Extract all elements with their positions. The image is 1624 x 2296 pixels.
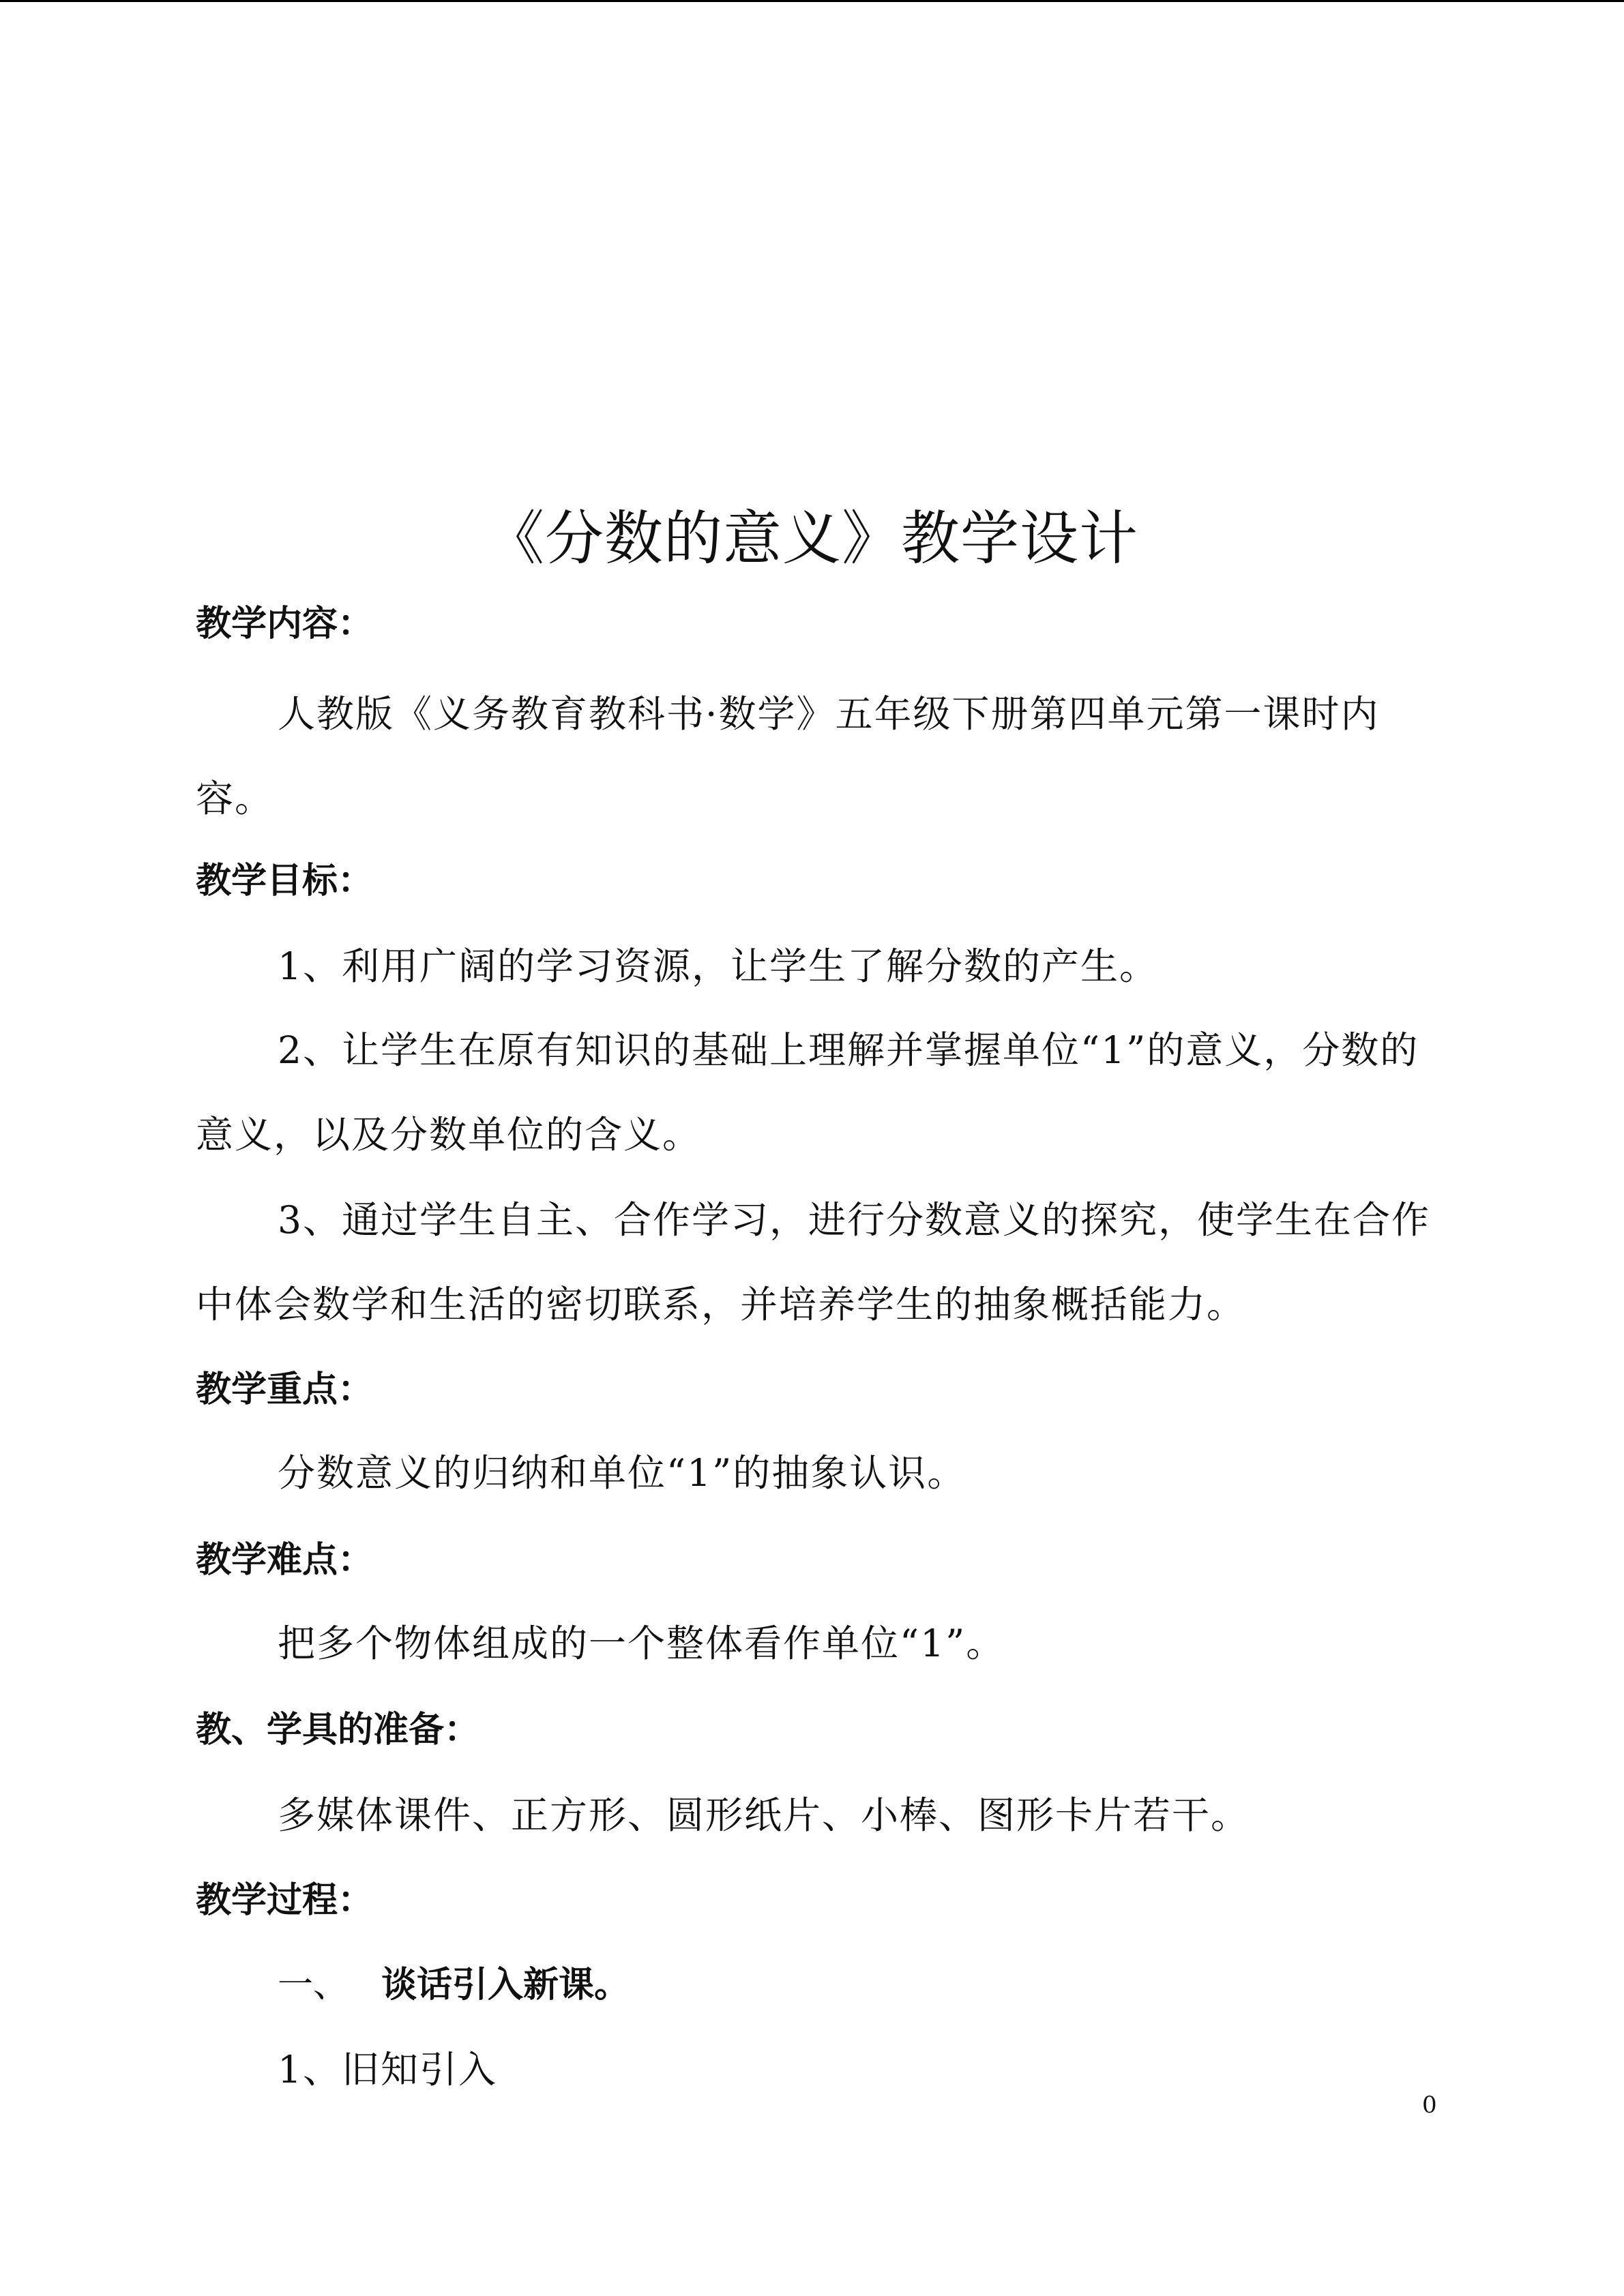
process-section-title: 谈话引入新课。 (381, 1965, 630, 2006)
paragraph-teaching-content: 人教版《义务教育教科书·数学》五年级下册第四单元第一课时内容。 (196, 692, 1380, 820)
process-item-1: 1、旧知引入 (278, 2048, 497, 2091)
process-section-number: 一、 (278, 1965, 349, 2006)
heading-teaching-content: 教学内容： (196, 603, 374, 644)
objective-item-1: 1、利用广阔的学习资源，让学生了解分数的产生。 (278, 944, 1158, 988)
process-section-heading (278, 1961, 630, 2009)
objective-item-2: 2、让学生在原有知识的基础上理解并掌握单位“1”的意义，分数的意义，以及分数单位的含义。 (196, 1028, 1419, 1157)
heading-teaching-process: 教学过程： (196, 1880, 374, 1921)
document-title: 《分数的意义》教学设计 (486, 505, 1138, 573)
page-number: 0 (1422, 2091, 1437, 2119)
heading-difficulties: 教学难点： (196, 1540, 374, 1581)
heading-key-points: 教学重点： (196, 1369, 374, 1410)
difficulties-text: 把多个物体组成的一个整体看作单位“1”。 (278, 1622, 1005, 1665)
heading-teaching-objectives: 教学目标： (196, 861, 374, 901)
heading-materials: 教、学具的准备： (196, 1710, 480, 1750)
materials-text: 多媒体课件、正方形、圆形纸片、小棒、图形卡片若干。 (278, 1793, 1250, 1837)
key-points-text: 分数意义的归纳和单位“1”的抽象认识。 (278, 1451, 966, 1495)
objective-item-3: 3、通过学生自主、合作学习，进行分数意义的探究，使学生在合作中体会数学和生活的密切联系，并培养学生的抽象概括能力。 (196, 1198, 1430, 1326)
